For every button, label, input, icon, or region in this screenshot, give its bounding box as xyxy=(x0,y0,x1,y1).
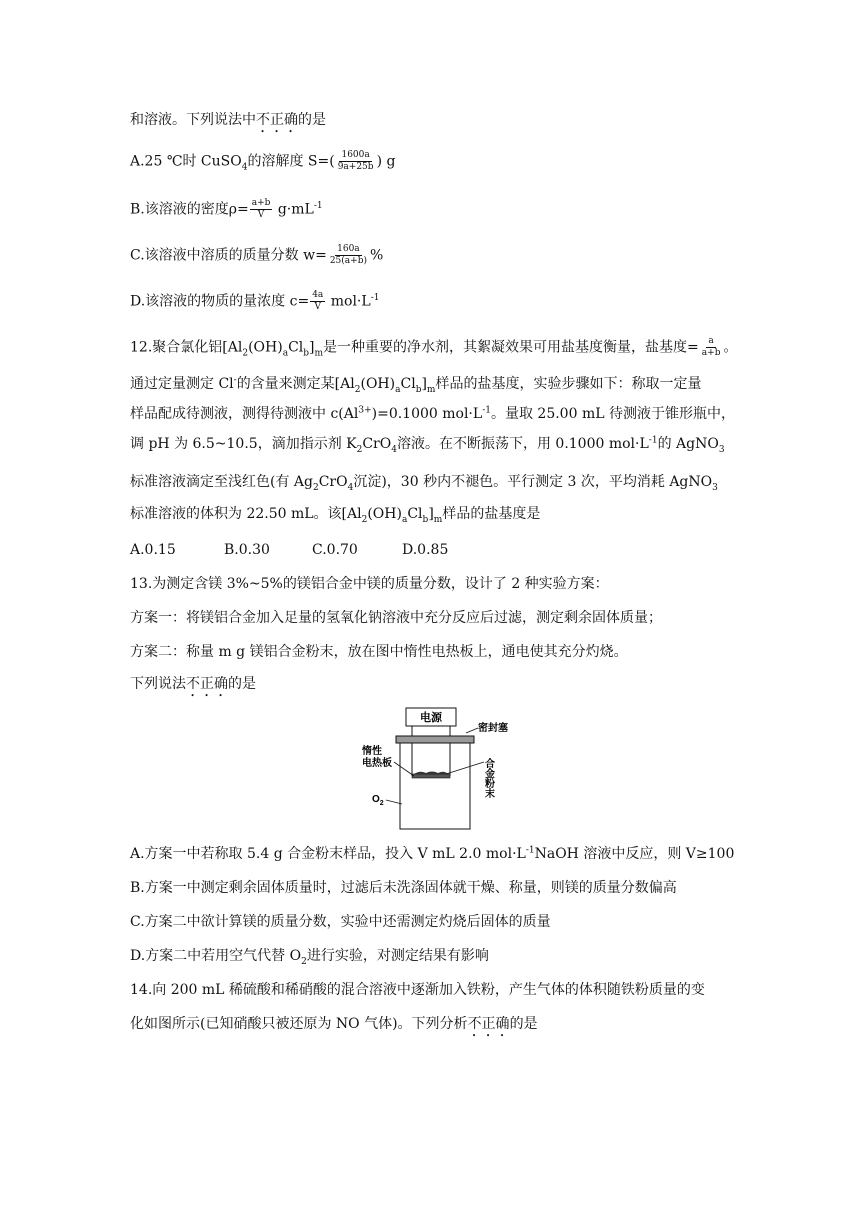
oxygen-label: $O_2$ xyxy=(372,794,384,807)
heating-plate-label-2: 电热板 xyxy=(362,758,392,769)
power-supply-label: 电源 xyxy=(420,712,442,724)
fraction: $\frac{a+b}{V}$ xyxy=(251,198,271,220)
seal-stopper xyxy=(396,736,474,743)
q12-line-6: 标准溶液的体积为 22.50 mL。该$[Al_2(OH)_aCl_b]_m$样品的盐基度是 xyxy=(130,506,541,525)
fraction: $\frac{1600a}{9a+25b}$ xyxy=(337,150,374,172)
q11-option-a: A.25 ℃时 CuSO$_4$的溶解度 S=( $\frac{1600a}{9a+25b}$ ) g xyxy=(130,150,396,173)
seal-stopper-label: 密封塞 xyxy=(478,723,508,734)
q13-option-a: A.方案一中若称取 5.4 g 合金粉末样品，投入 V mL 2.0 $mol\cdot L^{-1}NaOH$ 溶液中反应，则 V≥100 xyxy=(130,845,735,862)
q12-line-5: 标准溶液滴定至浅红色(有 $Ag_2CrO_4$沉淀)，30 秒内不褪色。平行测定 3 次，平均消耗 AgNO$_3$ xyxy=(130,474,718,493)
q13-option-d: D.方案二中若用空气代替 $O_2$进行实验，对测定结果有影响 xyxy=(130,948,489,967)
q13-option-c: C.方案二中欲计算镁的质量分数，实验中还需测定灼烧后固体的质量 xyxy=(130,914,551,930)
q12-option-b: B.0.30 xyxy=(224,542,270,558)
q13-plan-two: 方案二：称量 m g 镁铝合金粉末，放在图中惰性电热板上，通电使其充分灼烧。 xyxy=(130,644,628,660)
q14-stem-2: 化如图所示(已知硝酸只被还原为 NO 气体)。下列分析不正确的是 xyxy=(130,1016,538,1032)
apparatus-diagram xyxy=(360,706,530,830)
fraction: $\frac{4a}{V}$ xyxy=(312,290,324,312)
q12-options xyxy=(130,540,740,560)
q11-option-c: C.该溶液中溶质的质量分数 w= $\frac{160a}{25(a+b)}$ % xyxy=(130,244,384,266)
q11-stem: 和溶液。下列说法中不正确的是 xyxy=(130,112,326,128)
heating-plate xyxy=(412,774,450,778)
q12-line-2: 通过定量测定 Cl-的含量来测定某$[Al_2(OH)_aCl_b]_m$样品的盐基度，实验步骤如下：称取一定量 xyxy=(130,375,702,395)
fraction: $\frac{160a}{25(a+b)}$ xyxy=(329,244,367,266)
q13-question: 下列说法不正确的是 xyxy=(130,676,256,692)
q12-line-1: 12.聚合氯化铝$[Al_2(OH)_aCl_b]_m$是一种重要的净水剂，其絮凝效果可用盐基度衡量，盐基度= $\frac{a}{a+b}$ 。 xyxy=(130,336,738,359)
q14-stem-1: 14.向 200 mL 稀硫酸和稀硝酸的混合溶液中逐渐加入铁粉，产生气体的体积随铁粉质量的变 xyxy=(130,982,705,998)
container xyxy=(400,743,470,829)
q12-option-a: A.0.15 xyxy=(130,542,176,558)
q13-plan-one: 方案一：将镁铝合金加入足量的氢氧化钠溶液中充分反应后过滤，测定剩余固体质量； xyxy=(130,610,662,626)
q12-line-3: 样品配成待测液，测得待测液中 $c(Al^{3+})=0.1000$ $mol\cdot L^{-1}$。量取 25.00 mL 待测液于锥形瓶中， xyxy=(130,405,735,422)
alloy-powder xyxy=(414,772,448,775)
q13-stem: 13.为测定含镁 3%~5%的镁铝合金中镁的质量分数，设计了 2 种实验方案： xyxy=(130,576,609,592)
q13-option-b: B.方案一中测定剩余固体质量时，过滤后未洗涤固体就干燥、称量，则镁的质量分数偏高 xyxy=(130,880,677,896)
alloy-powder-label: 合金粉末 xyxy=(482,758,494,798)
fraction: $\frac{a}{a+b}$ xyxy=(701,336,721,358)
q12-line-4: 调 pH 为 6.5~10.5，滴加指示剂 $K_2CrO_4$溶液。在不断振荡下，用 0.1000 $mol\cdot L^{-1}$的 AgNO$_3$ xyxy=(130,435,725,455)
q12-option-c: C.0.70 xyxy=(312,542,358,558)
q12-option-d: D.0.85 xyxy=(402,542,449,558)
q11-option-b: B.该溶液的密度ρ= $\frac{a+b}{V}$ $g\cdot mL^{-1}$ xyxy=(130,198,323,220)
heating-plate-label-1: 惰性 xyxy=(362,746,382,757)
q11-option-d: D.该溶液的物质的量浓度 c= $\frac{4a}{V}$ $mol\cdot L^{-1}$ xyxy=(130,290,380,312)
